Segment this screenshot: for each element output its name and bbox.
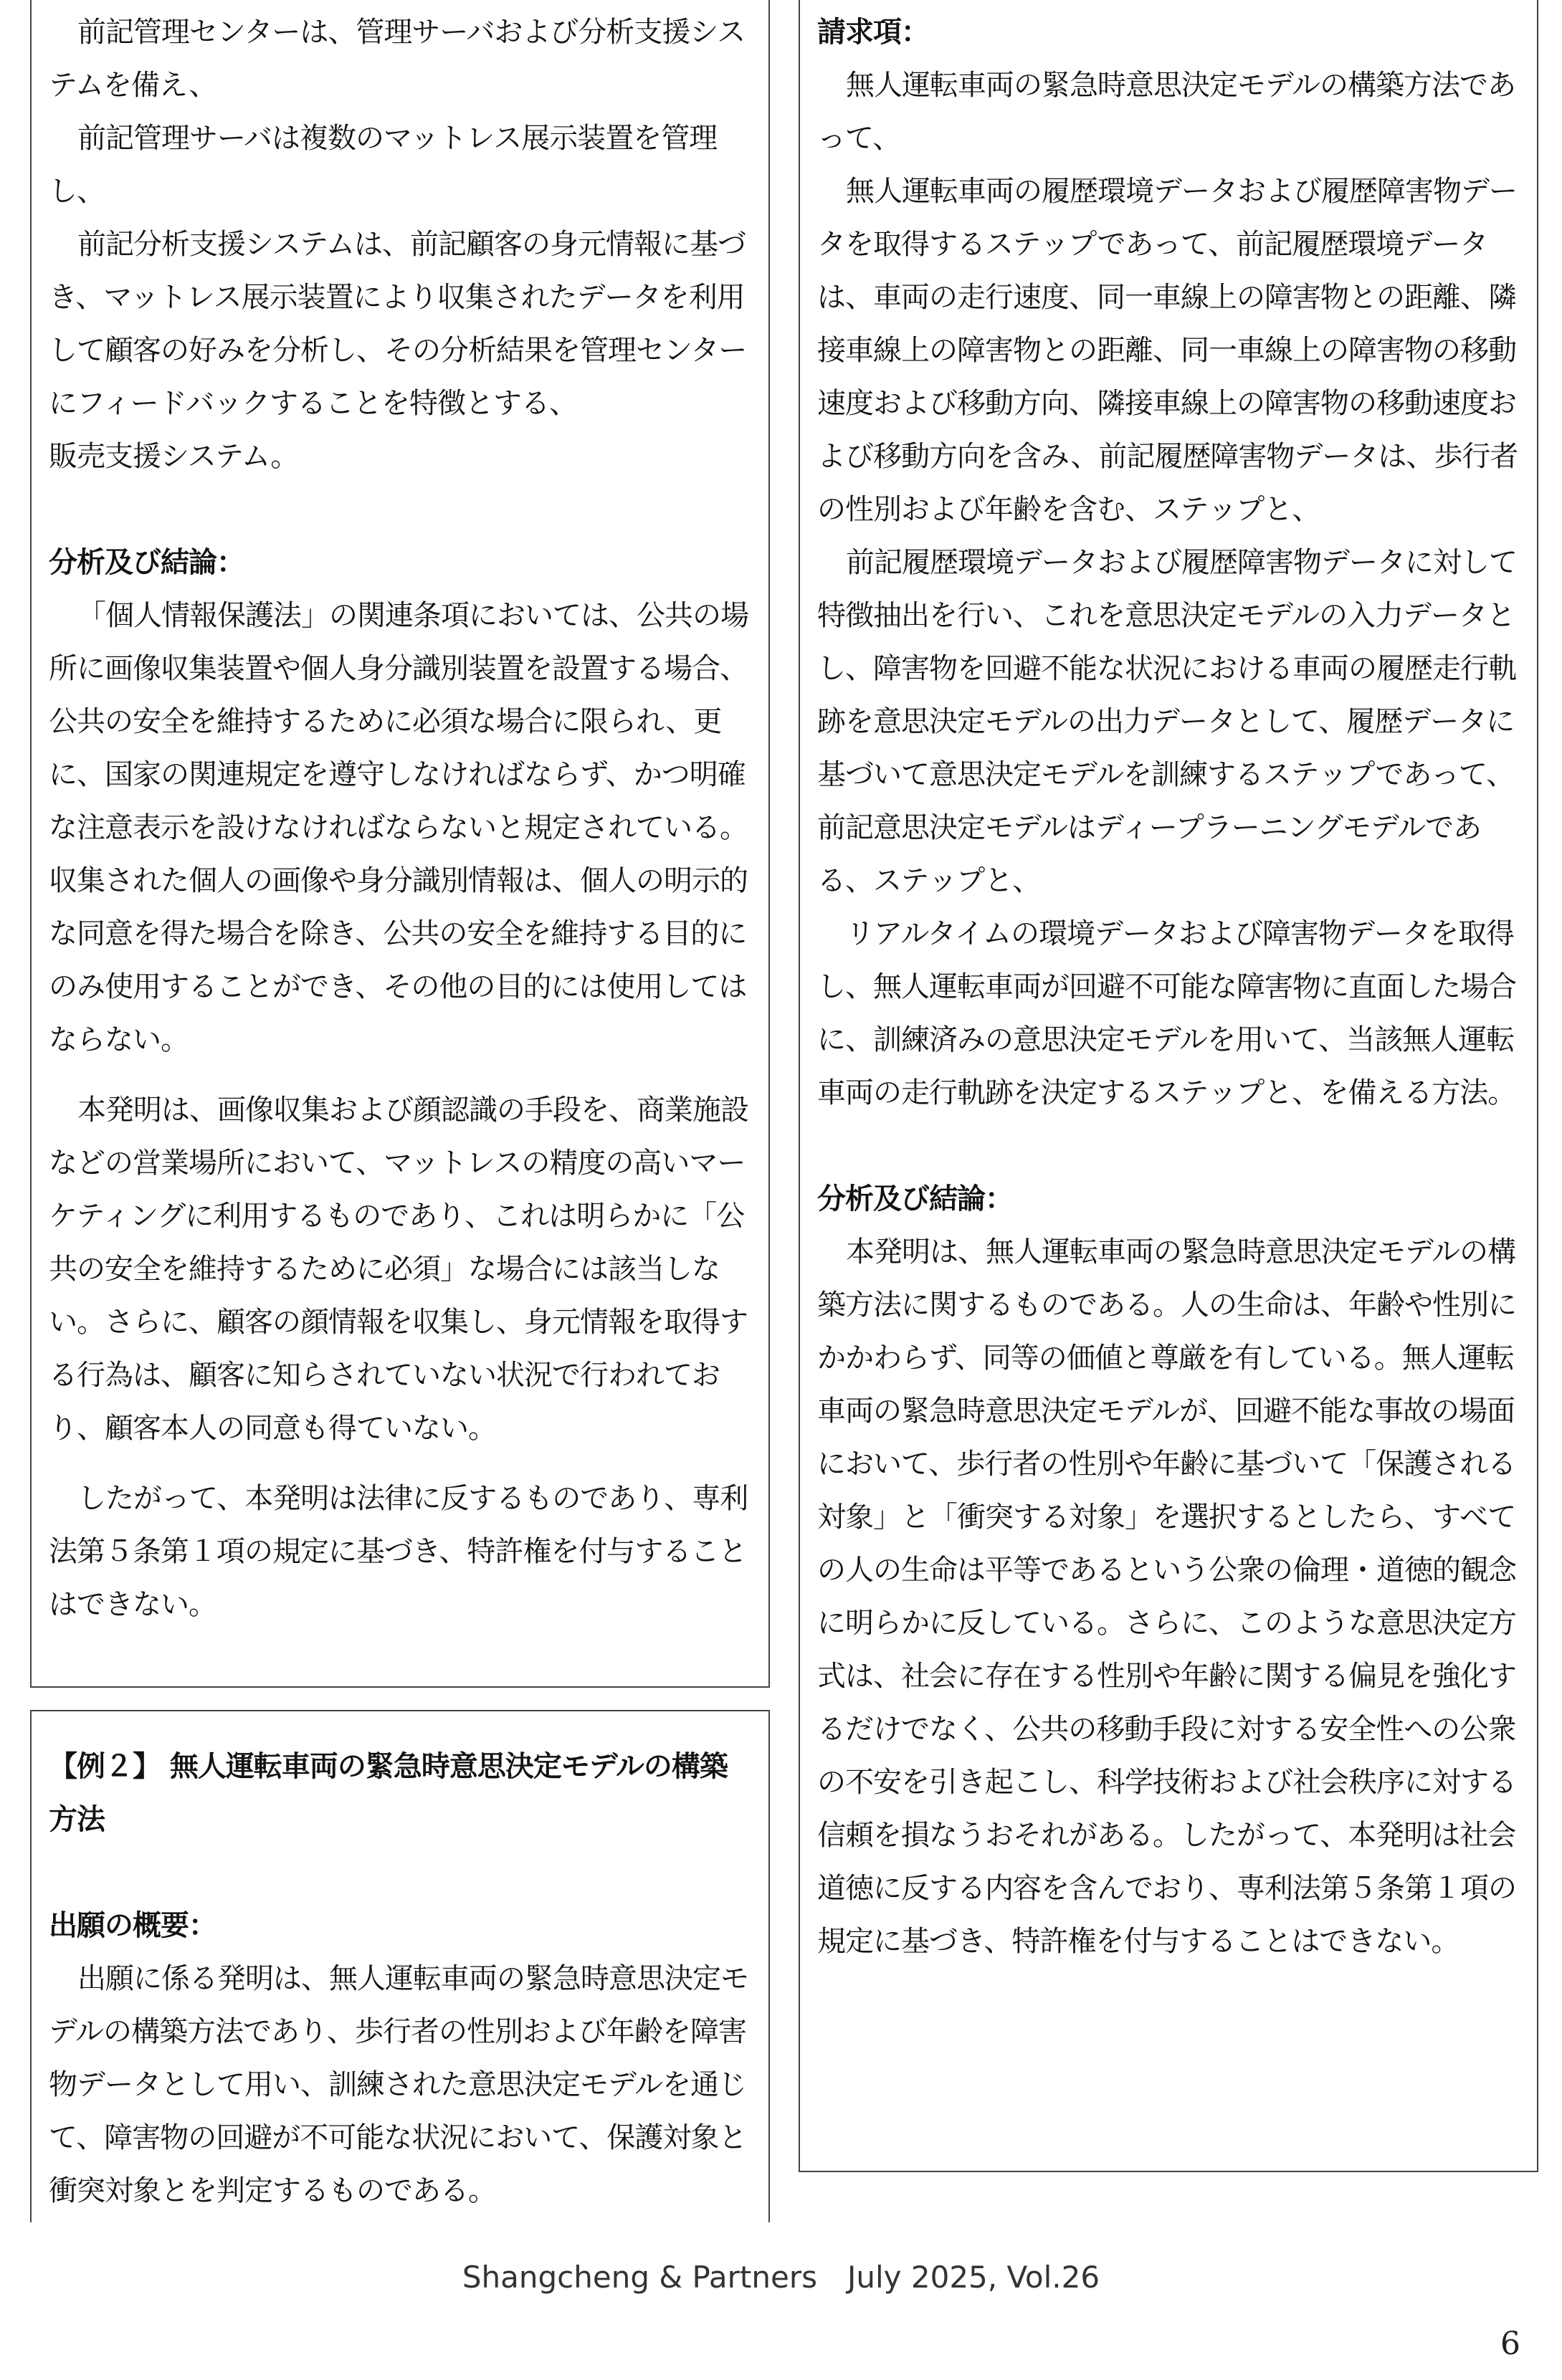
analysis-heading: 分析及び結論： (817, 1182, 1013, 1215)
analysis-paragraph: 「個人情報保護法」の関連条項においては、公共の場所に画像収集装置や個人身分識別装置を設置する場合、公共の安全を維持するために必須な場合に限られ、更に、国家の関連規定を遵守しなければならず、かつ明確な注意表示を設けなければならないと規定されている。収集された個人の画像や身分識別情報は、個人の明示的な同意を得た場合を除き、公共の安全を維持する目的にのみ使用することができ、その他の目的には使用してはならない。 (49, 599, 748, 1056)
claim-paragraph: 前記分析支援システムは、前記顧客の身元情報に基づき、マットレス展示装置により収集されたデータを利用して顧客の好みを分析し、その分析結果を管理センターにフィードバックすることを特徴とする、 (49, 228, 747, 420)
claim-paragraph: 前記管理サーバは複数のマットレス展示装置を管理し、 (49, 122, 718, 208)
page-number: 6 (1500, 2326, 1520, 2362)
footer-credit: Shangcheng & Partners July 2025, Vol.26 (462, 2260, 1100, 2295)
claims-paragraph: リアルタイムの環境データおよび障害物データを取得し、無人運転車両が回避不可能な障害物に直面した場合に、訓練済みの意思決定モデルを用いて、当該無人運転車両の走行軌跡を決定するステップと、を備える方法。 (817, 917, 1516, 1109)
analysis-paragraph: 本発明は、無人運転車両の緊急時意思決定モデルの構築方法に関するものである。人の生命は、年齢や性別にかかわらず、同等の価値と尊厳を有している。無人運転車両の緊急時意思決定モデルが、回避不能な事故の場面において、歩行者の性別や年齢に基づいて「保護される対象」と「衝突する対象」を選択するとしたら、すべての人の生命は平等であるという公衆の倫理・道徳的観念に明らかに反している。さらに、このような意思決定方式は、社会に存在する性別や年齢に関する偏見を強化するだけでなく、公共の移動手段に対する安全性への公衆の不安を引き起こし、科学技術および社会秩序に対する信頼を損なうおそれがある。したがって、本発明は社会道徳に反する内容を含んでおり、専利法第５条第１項の規定に基づき、特許権を付与することはできない。 (817, 1236, 1516, 1958)
analysis-paragraph: 本発明は、画像収集および顔認識の手段を、商業施設などの営業場所において、マットレスの精度の高いマーケティングに利用するものであり、これは明らかに「公共の安全を維持するために必須」な場合には該当しない。さらに、顧客の顔情報を収集し、身元情報を取得する行為は、顧客に知らされていない状況で行われており、顧客本人の同意も得ていない。 (49, 1094, 748, 1445)
claim-paragraph: 前記管理センターは、管理サーバおよび分析支援システムを備え、 (49, 16, 746, 102)
claims-heading: 請求項： (817, 16, 929, 49)
claim-and-analysis-box-example-1 (30, 0, 770, 1688)
claims-and-analysis-box-example-2 (799, 0, 1538, 2172)
overview-heading: 出願の概要： (49, 1909, 216, 1942)
claims-paragraph: 前記履歴環境データおよび履歴障害物データに対して特徴抽出を行い、これを意思決定モデルの入力データとし、障害物を回避不能な状況における車両の履歴走行軌跡を意思決定モデルの出力データとして、履歴データに基づいて意思決定モデルを訓練するステップであって、前記意思決定モデルはディープラーニングモデルである、ステップと、 (817, 546, 1517, 897)
claims-paragraph: 無人運転車両の緊急時意思決定モデルの構築方法であって、 (817, 69, 1515, 155)
example-2-box (30, 1710, 770, 2222)
claim-closing: 販売支援システム。 (49, 440, 299, 473)
overview-paragraph: 出願に係る発明は、無人運転車両の緊急時意思決定モデルの構築方法であり、歩行者の性別および年齢を障害物データとして用い、訓練された意思決定モデルを通じて、障害物の回避が不可能な状況において、保護対象と衝突対象とを判定するものである。 (49, 1962, 748, 2207)
example-title: 【例２】 無人運転車両の緊急時意思決定モデルの構築方法 (49, 1750, 728, 1836)
analysis-heading: 分析及び結論： (49, 546, 244, 579)
claims-paragraph: 無人運転車両の履歴環境データおよび履歴障害物データを取得するステップであって、前記履歴環境データは、車両の走行速度、同一車線上の障害物との距離、隣接車線上の障害物との距離、同一車線上の障害物の移動速度および移動方向、隣接車線上の障害物の移動速度および移動方向を含み、前記履歴障害物データは、歩行者の性別および年齢を含む、ステップと、 (817, 175, 1518, 526)
analysis-paragraph: したがって、本発明は法律に反するものであり、専利法第５条第１項の規定に基づき、特許権を付与することはできない。 (49, 1482, 748, 1621)
